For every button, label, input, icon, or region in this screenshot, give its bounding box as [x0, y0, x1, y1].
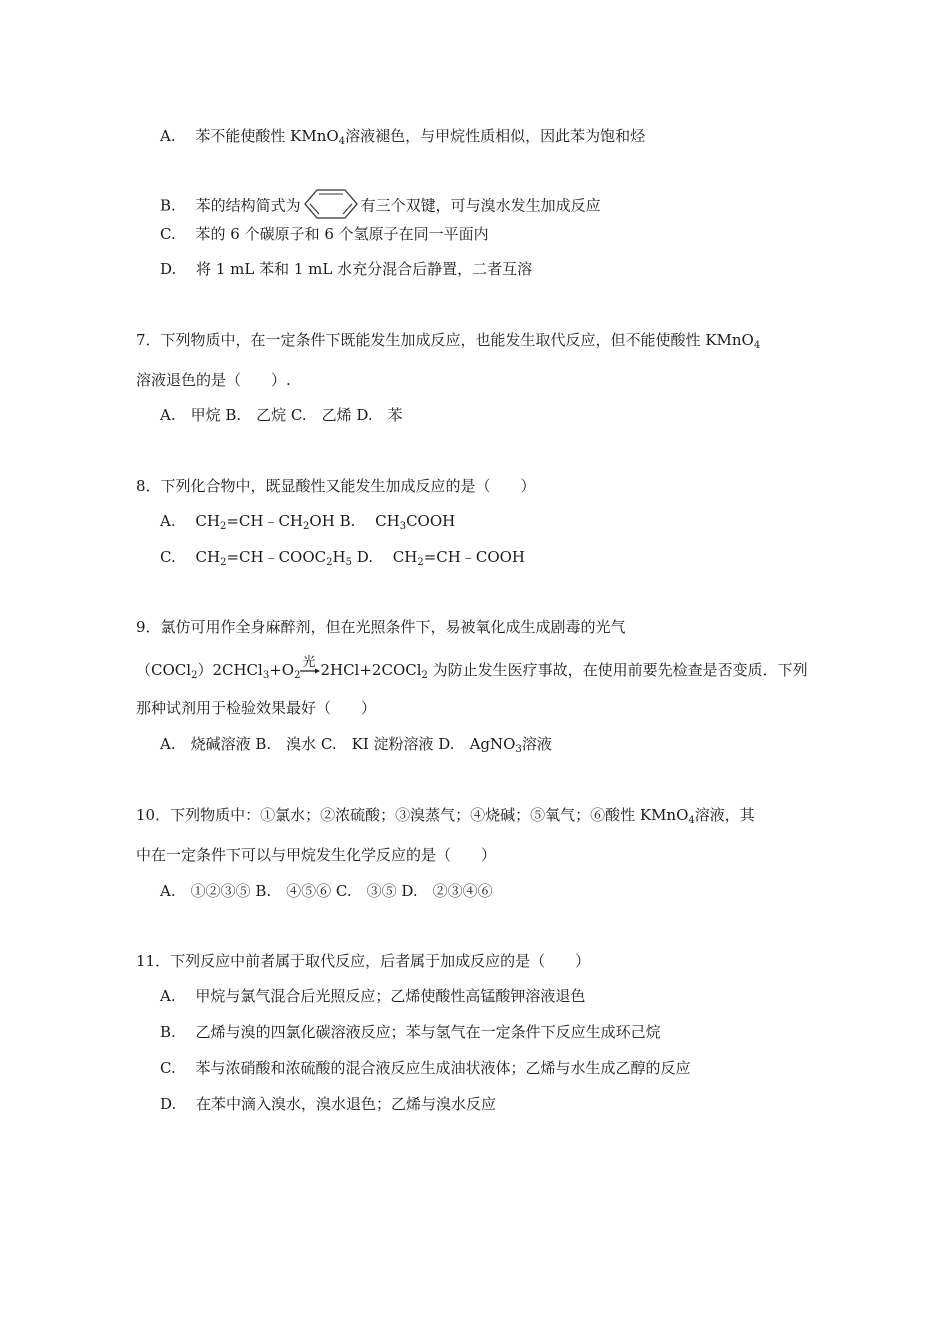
question-number: 9． [136, 618, 161, 636]
question-10-options: A. ①②③⑤ B. ④⑤⑥ C. ③⑤ D. ②③④⑥ [160, 882, 493, 900]
question-8-options-cd: C. $CH_2=CH﹣COOC_2H_5$ D. $CH_2=CH﹣COOH$ [160, 548, 526, 568]
option-letter: B. [160, 196, 176, 215]
option-6a: A. 苯不能使酸性 KMnO$_4$溶液褪色，与甲烷性质相似，因此苯为饱和烃 [160, 127, 646, 147]
question-9-options: A. 烧碱溶液 B. 溴水 C. KI 淀粉溶液 D. AgNO$_3$溶液 [160, 735, 552, 755]
question-11-option-c: C. 苯与浓硝酸和浓硫酸的混合液反应生成油状液体；乙烯与水生成乙醇的反应 [160, 1059, 691, 1077]
question-9-equation-line: $(COCl_2)2CHCl_3+O_2$ 光 2HCl+2COCl$_2$ 为防止发生医疗事故，在使用前要先检查是否变质．下列 [136, 655, 808, 681]
question-number: 10． [136, 806, 171, 824]
question-11-option-b: B. 乙烯与溴的四氯化碳溶液反应；苯与氢气在一定条件下反应生成环己烷 [160, 1023, 661, 1041]
benzene-structure-icon [303, 186, 359, 227]
question-7-stem: 7．下列物质中，在一定条件下既能发生加成反应，也能发生取代反应，但不能使酸性 KMnO$_4$ [136, 331, 761, 351]
option-6b: B. 苯的结构简式为 有三个双键，可与溴水发生加成反应 [160, 186, 601, 227]
question-8-options-ab: A. $CH_2=CH﹣CH_2OH$ B. $CH_3COOH$ [160, 512, 456, 532]
question-8-stem: 8．下列化合物中，既显酸性又能发生加成反应的是（ ） [136, 477, 536, 495]
option-letter: A. [160, 127, 176, 145]
question-10-stem-cont: 中在一定条件下可以与甲烷发生化学反应的是（ ） [136, 846, 497, 864]
reaction-arrow-icon: 光 [300, 657, 320, 677]
question-11-stem: 11．下列反应中前者属于取代反应，后者属于加成反应的是（ ） [136, 952, 591, 970]
question-7-options: A. 甲烷 B. 乙烷 C. 乙烯 D. 苯 [160, 406, 403, 424]
question-11-option-d: D. 在苯中滴入溴水，溴水退色；乙烯与溴水反应 [160, 1095, 497, 1113]
option-letter: D. [160, 260, 177, 278]
option-6c: C. 苯的 6 个碳原子和 6 个氢原子在同一平面内 [160, 225, 489, 243]
question-number: 11． [136, 952, 171, 970]
question-9-stem-cont: 那种试剂用于检验效果最好（ ） [136, 699, 377, 717]
question-9-stem: 9．氯仿可用作全身麻醉剂，但在光照条件下，易被氧化成生成剧毒的光气 [136, 618, 626, 636]
option-letter: C. [160, 225, 176, 243]
question-7-stem-cont: 溶液退色的是（ ）. [136, 371, 291, 389]
option-6d: D. 将 1 mL 苯和 1 mL 水充分混合后静置，二者互溶 [160, 260, 533, 278]
question-number: 8． [136, 477, 161, 495]
question-11-option-a: A. 甲烷与氯气混合后光照反应；乙烯使酸性高锰酸钾溶液退色 [160, 987, 586, 1005]
question-10-stem: 10．下列物质中：①氯水；②浓硫酸；③溴蒸气；④烧碱；⑤氧气；⑥酸性 KMnO$_4$溶液，其 [136, 806, 755, 826]
question-number: 7． [136, 331, 161, 349]
